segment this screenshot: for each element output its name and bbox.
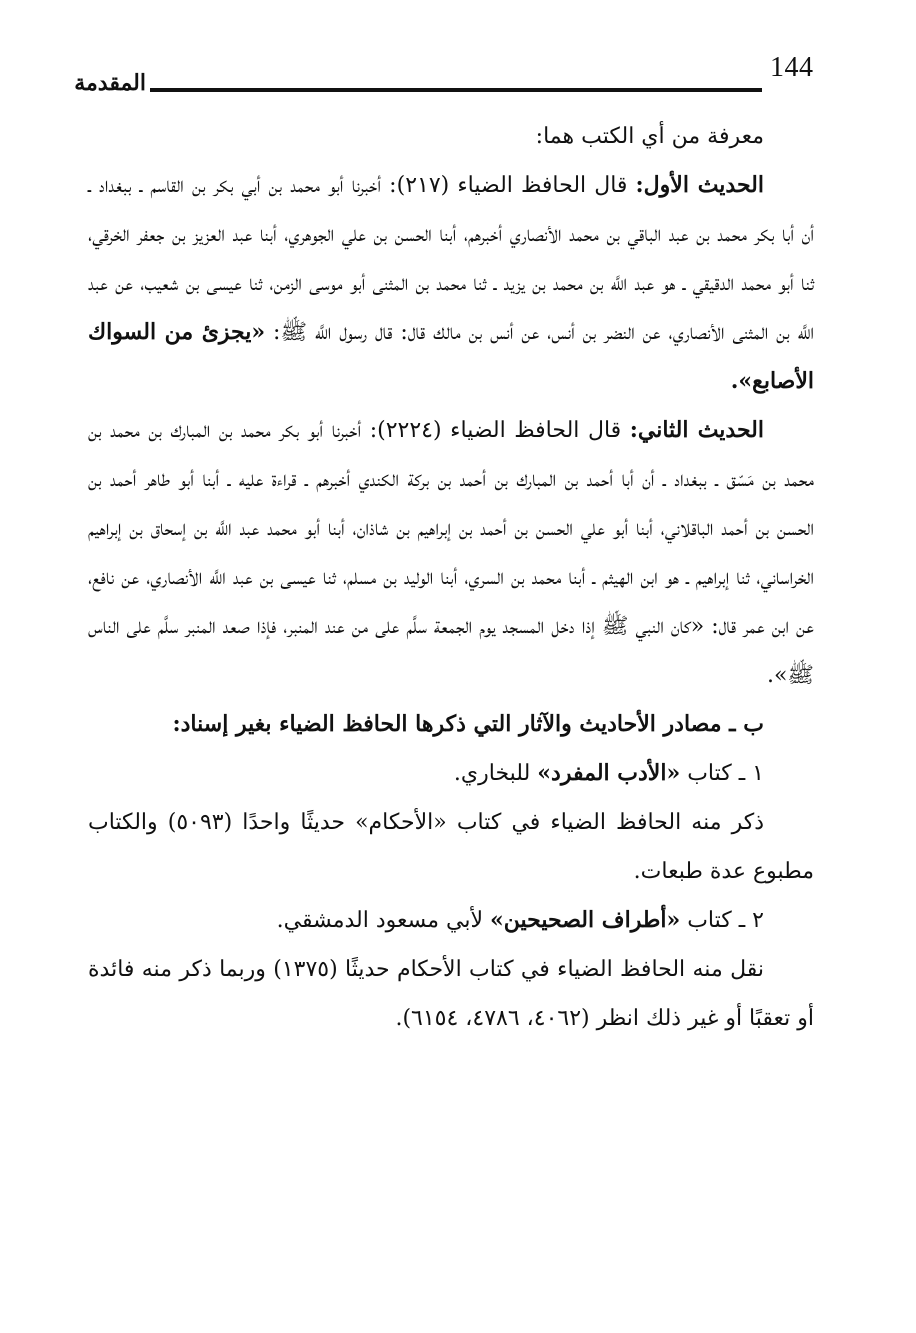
main-text: [88, 112, 814, 1043]
hadith-1-quote: «يجزئ من السواك الأصابع».: [88, 319, 814, 394]
item-1-description: ذكر منه الحافظ الضياء في كتاب «الأحكام» حديثًا واحدًا (٥٠٩٣) والكتاب مطبوع عدة طبعات.: [88, 810, 814, 884]
hadith-2-label: الحديث الثاني:: [629, 417, 764, 443]
intro-line: معرفة من أي الكتب هما:: [535, 124, 764, 149]
item-2-suffix: لأبي مسعود الدمشقي.: [276, 908, 491, 933]
hadith-2-paragraph: [88, 406, 814, 700]
section-b-heading: ب ـ مصادر الأحاديث والآثار التي ذكرها الحافظ الضياء بغير إسناد:: [172, 711, 764, 737]
running-head: المقدمة: [74, 70, 146, 96]
item-1-suffix: للبخاري.: [453, 761, 538, 786]
header-rule: [150, 88, 762, 92]
item-2-title: [88, 896, 814, 945]
item-2-prefix: ٢ ـ كتاب: [680, 908, 764, 933]
item-1-book: «الأدب المفرد»: [537, 760, 681, 786]
item-1-prefix: ١ ـ كتاب: [680, 761, 764, 786]
hadith-2-text: قال الحافظ الضياء (٢٢٢٤): أخبرنا أبو بكر محمد بن المبارك بن محمد بن محمد بن مَسّق ـ ببغداد ـ أن أبا أحمد بن المبارك بن أحمد بن بركة الكندي أخبرهم ـ قراءة عليه ـ أبنا أبو طاهر أحمد بن الحسن بن أحمد الباقلاني، أبنا أبو علي الحسن بن أحمد بن إبراهيم بن شاذان، أبنا أبو محمد عبد اللَّه بن إسحاق بن إبراهيم الخراساني، ثنا إبراهيم ـ هو ابن الهيثم ـ أبنا محمد بن السري، أبنا الوليد بن مسلم، ثنا عيسى بن عبد اللَّه الأنصاري، عن نافع، عن ابن عمر قال: «كان النبي ﷺ إذا دخل المسجد يوم الجمعة سلَّم على من عند المنبر، فإذا صعد المنبر سلَّم على الناس ﷺ».: [88, 418, 814, 688]
page-number: 144: [770, 52, 814, 83]
hadith-1-text: قال الحافظ الضياء (٢١٧): أخبرنا أبو محمد بن أبي بكر بن القاسم ـ ببغداد ـ أن أبا بكر محمد بن عبد الباقي بن محمد الأنصاري أخبرهم، أبنا الحسن بن علي الجوهري، أبنا عبد العزيز بن جعفر الخرقي، ثنا أبو محمد الدقيقي ـ هو عبد اللَّه بن محمد بن يزيد ـ ثنا محمد بن المثنى أبو موسى الزمن، ثنا عيسى بن شعيب، عن عبد اللَّه بن المثنى الأنصاري، عن النضر بن أنس، عن أنس بن مالك قال: قال رسول اللَّه ﷺ:: [88, 173, 815, 345]
item-1-title: [88, 749, 814, 798]
item-2-description: نقل منه الحافظ الضياء في كتاب الأحكام حديثًا (١٣٧٥) وربما ذكر منه فائدة أو تعقبًا أو غير ذلك انظر (٤٠٦٢، ٤٧٨٦، ٦١٥٤).: [88, 957, 814, 1031]
hadith-1-paragraph: [88, 161, 814, 406]
item-2-book: «أطراف الصحيحين»: [490, 907, 681, 933]
hadith-1-label: الحديث الأول:: [635, 172, 764, 198]
